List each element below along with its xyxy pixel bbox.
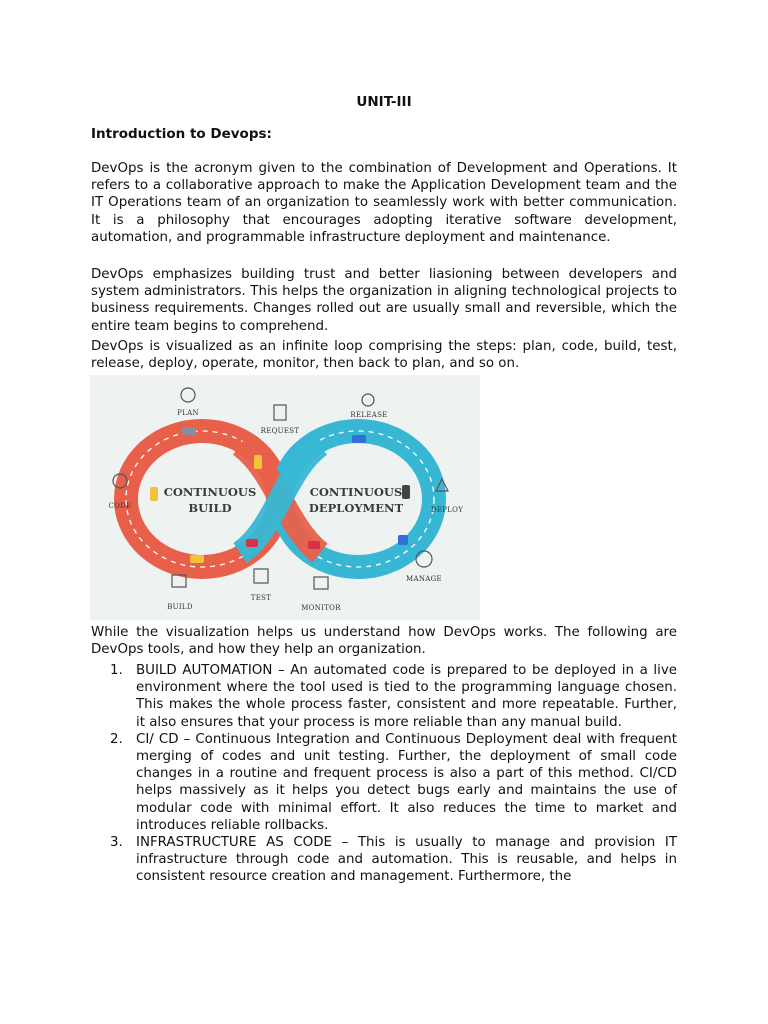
list-item-text: CI/ CD – Continuous Integration and Continuous Deployment deal with frequent merging of codes and unit testing. Further, the deployment of small code changes in a routine and frequent process is also a part of this method. CI/CD helps massively as it helps you detect bugs early and maintains the use of modular code with minimal effort. It also reduces the time to market and introduces reliable rollbacks. xyxy=(136,731,677,833)
list-item-text: BUILD AUTOMATION – An automated code is prepared to be deployed in a live environment where the tool used is tied to the programming language chosen. This makes the whole process faster, consistent and more repeatable. Further, it also ensures that your process is more reliable than any manual build. xyxy=(136,663,677,730)
svg-text:REQUEST: REQUEST xyxy=(260,427,300,435)
plan-icon xyxy=(181,388,195,402)
release-step xyxy=(350,394,387,419)
unit-title: UNIT-III xyxy=(356,94,412,110)
svg-text:MANAGE: MANAGE xyxy=(406,575,442,583)
svg-text:TEST: TEST xyxy=(250,594,272,602)
paragraph-tools-intro: While the visualization helps us understand how DevOps works. The following are DevOps tools, and how they help an organization. xyxy=(91,625,677,658)
loop-label-deploy-line2: DEPLOYMENT xyxy=(308,501,404,515)
svg-text:BUILD: BUILD xyxy=(167,603,193,611)
section-heading: Introduction to Devops: xyxy=(91,126,272,142)
devops-tools-list xyxy=(110,662,677,886)
list-item-text: INFRASTRUCTURE AS CODE – This is usually to manage and provision IT infrastructure through code and automation. This is reusable, and helps in consistent resource creation and management. Furthermore, the xyxy=(136,835,677,885)
list-item xyxy=(110,662,677,731)
svg-text:CODE: CODE xyxy=(108,502,132,510)
loop-label-build-line2: BUILD xyxy=(188,501,232,515)
monitor-step xyxy=(301,577,341,612)
list-item-number: 1. xyxy=(110,663,123,678)
release-icon xyxy=(362,394,374,406)
list-item xyxy=(110,731,677,834)
monitor-icon xyxy=(314,577,328,589)
plan-step xyxy=(177,388,199,417)
svg-text:MONITOR: MONITOR xyxy=(301,604,341,612)
devops-infinity-figure xyxy=(90,375,480,620)
svg-text:RELEASE: RELEASE xyxy=(350,411,388,419)
request-step xyxy=(261,405,300,435)
list-item-number: 3. xyxy=(110,835,123,851)
paragraph-loop: DevOps is visualized as an infinite loop comprising the steps: plan, code, build, test, release, deploy, operate, monitor, then back to plan, and so on. xyxy=(91,339,677,372)
paragraph-trust: DevOps emphasizes building trust and better liasioning between developers and system administrators. This helps the organization in aligning technological projects to business requirements. Changes rolled out are usually small and reversible, which the entire team begins to comprehend. xyxy=(91,267,677,334)
svg-text:DEPLOY: DEPLOY xyxy=(430,506,464,514)
list-item xyxy=(110,834,677,886)
svg-text:PLAN: PLAN xyxy=(177,409,199,417)
loop-label-build-line1: CONTINUOUS xyxy=(163,485,257,499)
list-item-number: 2. xyxy=(110,731,123,747)
paragraph-intro: DevOps is the acronym given to the combination of Development and Operations. It refers to a collaborative approach to make the Application Development team and the IT Operations team of an organization to seamlessly work with better communication. It is a philosophy that encourages adopting iterative software development, automation, and programmable infrastructure deployment and maintenance. xyxy=(91,161,677,245)
manage-icon xyxy=(416,551,432,567)
request-icon xyxy=(274,405,286,420)
build-step xyxy=(167,575,193,611)
loop-label-deploy-line1: CONTINUOUS xyxy=(309,485,403,499)
test-icon xyxy=(254,569,268,583)
test-step xyxy=(251,569,271,602)
